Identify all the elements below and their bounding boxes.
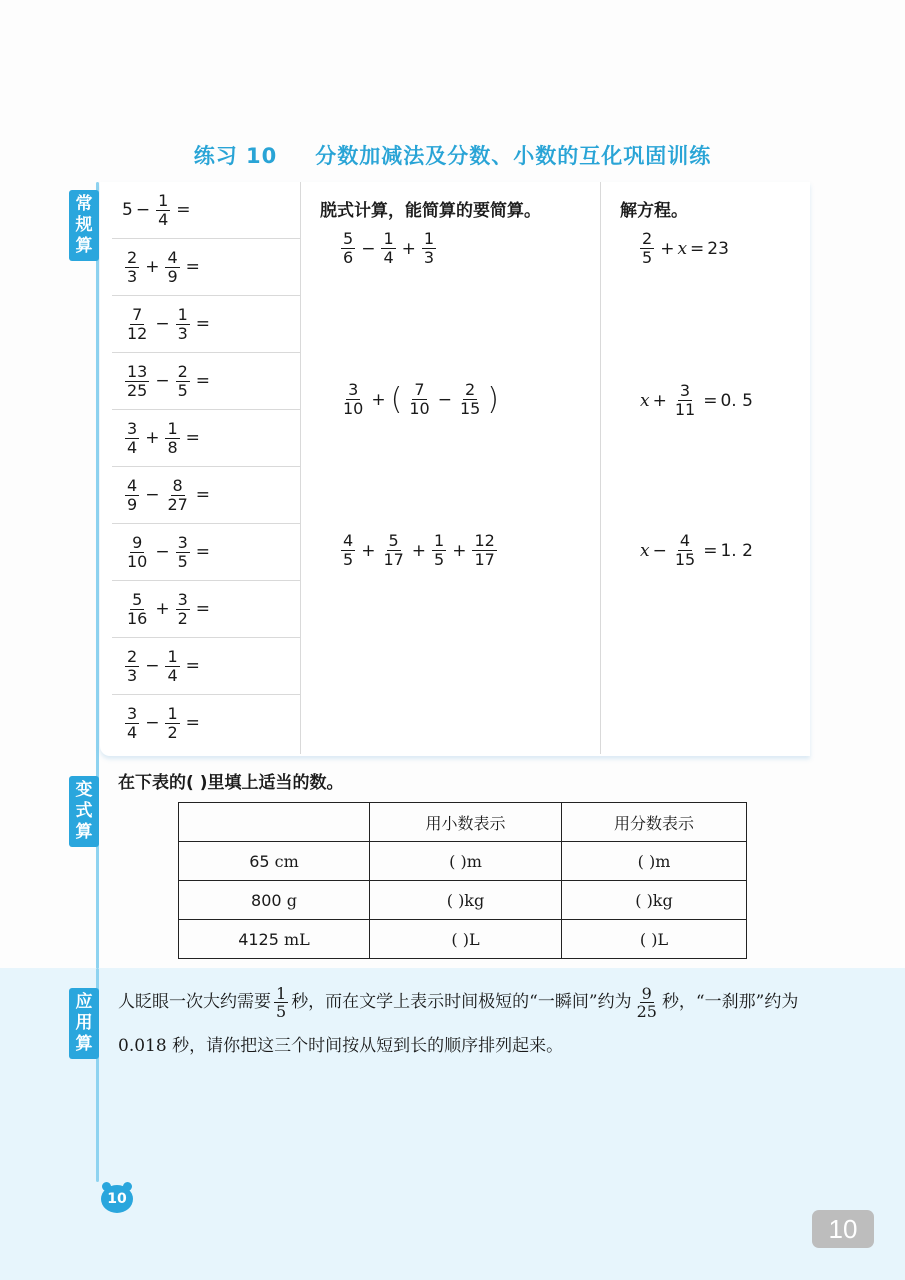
table-row bbox=[179, 920, 747, 959]
table-row bbox=[179, 881, 747, 920]
operator: − bbox=[145, 656, 160, 676]
decimal-blank[interactable]: ( )L bbox=[370, 920, 562, 959]
tag-variant bbox=[69, 776, 99, 847]
table-header-row bbox=[179, 803, 747, 842]
conversion-instruction: 在下表的( )里填上适当的数。 bbox=[118, 773, 344, 793]
operator: + bbox=[145, 428, 160, 448]
fraction-one-fifth: $\frac{1}{5}$ bbox=[276, 984, 287, 1021]
decimal-blank[interactable]: ( )m bbox=[370, 842, 562, 881]
written-expression-2: $\frac{3}{10}$ + ( $\frac{7}{10}$ − $\frac{2}{15}$ ) bbox=[343, 380, 500, 418]
tag-regular-char-1: 常 bbox=[75, 194, 93, 214]
oral-item bbox=[112, 239, 300, 296]
fraction: $\frac{1}{2}$ bbox=[167, 703, 178, 742]
equals: = bbox=[195, 599, 211, 619]
tag-applied-char-3: 算 bbox=[75, 1034, 93, 1054]
oral-item bbox=[112, 638, 300, 695]
equations-heading: 解方程。 bbox=[620, 201, 688, 221]
operator: + bbox=[145, 257, 160, 277]
oral-item bbox=[112, 353, 300, 410]
decimal-blank[interactable]: ( )kg bbox=[370, 881, 562, 920]
fraction: $\frac{2}{3}$ bbox=[127, 247, 138, 286]
tag-variant-char-2: 式 bbox=[75, 801, 93, 821]
written-calc-heading: 脱式计算，能简算的要简算。 bbox=[320, 201, 541, 221]
fraction: $\frac{2}{3}$ bbox=[127, 646, 138, 685]
operator: − bbox=[155, 371, 170, 391]
page-number: 10 bbox=[812, 1210, 874, 1248]
fraction: $\frac{9}{10}$ bbox=[127, 532, 148, 571]
tag-variant-char-3: 算 bbox=[75, 822, 93, 842]
table-row bbox=[179, 842, 747, 881]
exercise-title: 分数加减法及分数、小数的互化巩固训练 bbox=[315, 144, 712, 168]
tag-regular-char-3: 算 bbox=[75, 236, 93, 256]
fraction: $\frac{2}{5}$ bbox=[177, 361, 188, 400]
header-blank bbox=[179, 803, 370, 842]
oral-item bbox=[112, 581, 300, 638]
fraction: $\frac{8}{27}$ bbox=[167, 475, 188, 514]
written-expression-1: $\frac{5}{6}$ − $\frac{1}{4}$ + $\frac{1}{3}$ bbox=[343, 229, 435, 267]
fraction: $\frac{4}{9}$ bbox=[167, 247, 178, 286]
equation-3: x − $\frac{4}{15}$ = 1. 2 bbox=[640, 531, 753, 569]
fraction: $\frac{1}{4}$ bbox=[167, 646, 178, 685]
operator: − bbox=[155, 314, 170, 334]
fraction-nine-twentyfifths: $\frac{9}{25}$ bbox=[636, 984, 657, 1021]
header-decimal: 用小数表示 bbox=[370, 803, 562, 842]
equals: = bbox=[195, 314, 211, 334]
problem-text-1: 人眨眼一次大约需要 bbox=[118, 992, 271, 1012]
equals: = bbox=[185, 257, 200, 277]
fraction: $\frac{13}{25}$ bbox=[127, 361, 148, 400]
quantity-cell: 65 cm bbox=[179, 842, 370, 881]
operator: − bbox=[145, 485, 160, 505]
equals: = bbox=[195, 485, 211, 505]
column-divider bbox=[600, 182, 601, 754]
tag-applied-char-1: 应 bbox=[75, 992, 93, 1012]
fraction: $\frac{3}{4}$ bbox=[127, 703, 138, 742]
equals: = bbox=[185, 713, 200, 733]
written-expression-3: $\frac{4}{5}$ + $\frac{5}{17}$ + $\frac{1}{5}$ + $\frac{12}{17}$ bbox=[343, 531, 495, 569]
equals: = bbox=[176, 200, 191, 220]
operator: + bbox=[155, 599, 170, 619]
equals: = bbox=[185, 428, 200, 448]
fraction-blank[interactable]: ( )m bbox=[562, 842, 747, 881]
fraction: $\frac{3}{2}$ bbox=[177, 589, 188, 628]
quantity-cell: 800 g bbox=[179, 881, 370, 920]
fraction-blank[interactable]: ( )L bbox=[562, 920, 747, 959]
fraction: $\frac{4}{9}$ bbox=[127, 475, 138, 514]
equals: = bbox=[185, 656, 200, 676]
tag-applied bbox=[69, 988, 99, 1059]
fraction-blank[interactable]: ( )kg bbox=[562, 881, 747, 920]
operator: − bbox=[155, 542, 170, 562]
tag-regular bbox=[69, 190, 99, 261]
oral-item bbox=[112, 182, 300, 239]
oral-item bbox=[112, 524, 300, 581]
exercise-number: 练习 10 bbox=[193, 144, 278, 168]
fraction: $\frac{7}{12}$ bbox=[127, 304, 148, 343]
equals: = bbox=[195, 371, 211, 391]
column-divider bbox=[300, 182, 301, 754]
equation-1: $\frac{2}{5}$ + x = 23 bbox=[642, 229, 729, 267]
fraction: $\frac{3}{5}$ bbox=[177, 532, 188, 571]
problem-text-3: 秒，“一刹那”约为 0.018 秒，请你把这三个时间按从短到长的顺序排列起来。 bbox=[118, 992, 799, 1056]
operator: − bbox=[145, 713, 160, 733]
tag-applied-char-2: 用 bbox=[75, 1013, 93, 1033]
integer: 5 bbox=[122, 200, 133, 220]
fraction: $\frac{1}{3}$ bbox=[177, 304, 188, 343]
oral-item bbox=[112, 467, 300, 524]
page-title bbox=[0, 140, 905, 170]
oral-calc-column bbox=[112, 182, 300, 751]
fraction: $\frac{1}{4}$ bbox=[158, 190, 169, 229]
word-problem bbox=[118, 980, 808, 1068]
oral-item bbox=[112, 410, 300, 467]
equation-2: x + $\frac{3}{11}$ = 0. 5 bbox=[640, 381, 753, 419]
fraction: $\frac{3}{4}$ bbox=[127, 418, 138, 457]
quantity-cell: 4125 mL bbox=[179, 920, 370, 959]
fraction: $\frac{1}{8}$ bbox=[167, 418, 178, 457]
bear-page-badge: 10 bbox=[101, 1185, 133, 1213]
header-fraction: 用分数表示 bbox=[562, 803, 747, 842]
oral-item bbox=[112, 296, 300, 353]
oral-item bbox=[112, 695, 300, 751]
fraction: $\frac{5}{16}$ bbox=[127, 589, 148, 628]
conversion-table bbox=[178, 802, 747, 959]
equals: = bbox=[195, 542, 211, 562]
operator: − bbox=[135, 200, 151, 220]
tag-variant-char-1: 变 bbox=[75, 780, 93, 800]
problem-text-2: 秒，而在文学上表示时间极短的“一瞬间”约为 bbox=[291, 992, 632, 1012]
tag-regular-char-2: 规 bbox=[75, 215, 93, 235]
